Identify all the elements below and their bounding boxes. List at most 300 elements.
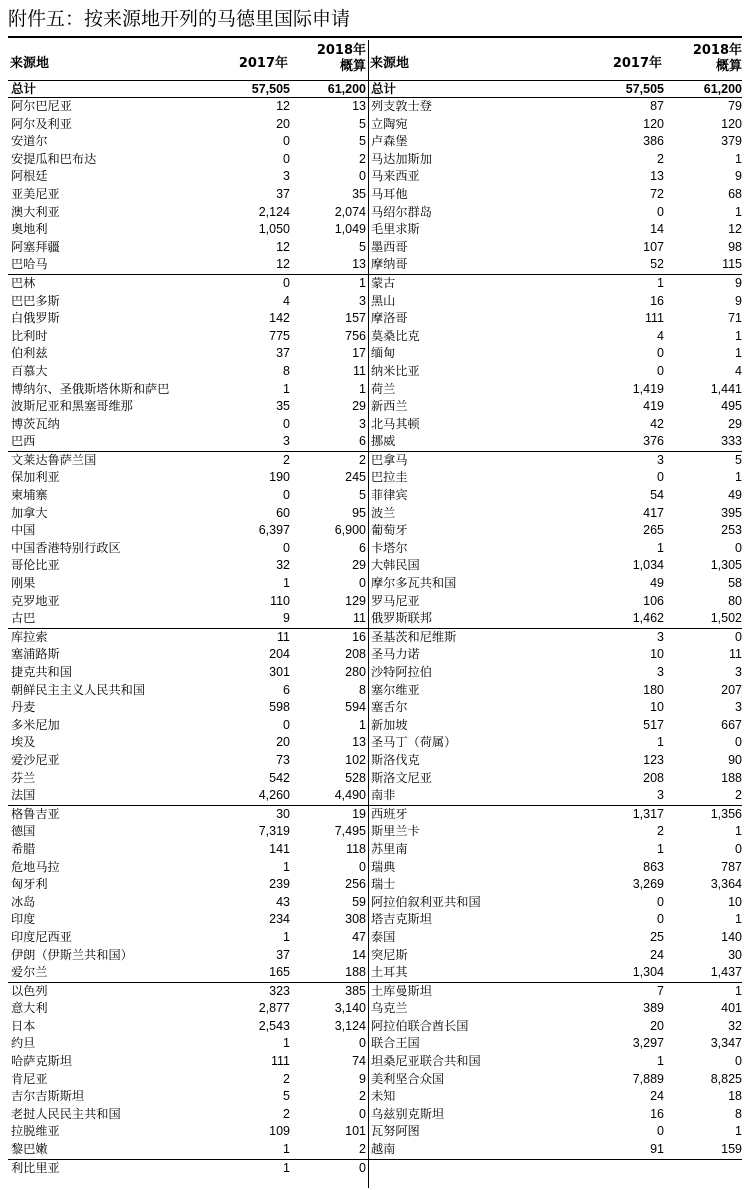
- table-row: [368, 1106, 742, 1124]
- origin-name: 伊朗（伊斯兰共和国）: [11, 947, 133, 962]
- value-2017: 12: [276, 239, 290, 254]
- origin-name: 巴巴多斯: [11, 293, 60, 308]
- value-2018: 118: [346, 841, 366, 856]
- origin-name: 安提瓜和巴布达: [11, 151, 97, 166]
- value-2018: 2: [359, 151, 366, 166]
- table-row: [368, 168, 742, 186]
- header-2018: [317, 43, 366, 75]
- value-2017: 417: [643, 505, 664, 520]
- table-row: [368, 1053, 742, 1071]
- table-row: [8, 293, 368, 311]
- value-2018: 1: [735, 912, 742, 927]
- origin-name: 塞舌尔: [371, 700, 408, 715]
- origin-name: 拉脱维亚: [11, 1124, 60, 1139]
- origin-name: 哥伦比亚: [11, 558, 60, 573]
- total-row: [8, 80, 368, 98]
- value-2017: 60: [276, 505, 290, 520]
- table-row: [368, 682, 742, 700]
- header-origin: 来源地: [370, 56, 410, 71]
- value-2018: 1: [359, 275, 366, 290]
- value-2018: 74: [352, 1054, 366, 1069]
- table-row: [8, 1141, 368, 1160]
- table-row: [368, 256, 742, 275]
- value-2017: 0: [283, 151, 290, 166]
- value-2018: 3: [359, 293, 366, 308]
- origin-name: 古巴: [11, 611, 36, 626]
- table-row: [368, 275, 742, 293]
- value-2017: 3,269: [632, 877, 664, 892]
- value-2017: 37: [276, 186, 290, 201]
- value-2018: 8: [735, 1106, 742, 1121]
- right-rows: [368, 98, 742, 1160]
- table-row: [8, 1123, 368, 1141]
- value-2017: 0: [657, 912, 664, 927]
- table-row: [8, 610, 368, 629]
- value-2018: 29: [728, 416, 742, 431]
- value-2018: 6: [359, 434, 366, 449]
- table-row: [8, 1106, 368, 1124]
- table-row: [368, 487, 742, 505]
- origin-name: 泰国: [371, 929, 396, 944]
- value-2017: 91: [650, 1142, 664, 1157]
- table-row: [368, 894, 742, 912]
- value-2018: 308: [345, 912, 366, 927]
- origin-name: 挪威: [371, 434, 396, 449]
- origin-name: 坦桑尼亚联合共和国: [371, 1054, 481, 1069]
- table-row: [368, 983, 742, 1001]
- value-2017: 204: [269, 647, 290, 662]
- table-row: [368, 947, 742, 965]
- value-2017: 234: [269, 912, 290, 927]
- right-table: [368, 40, 742, 1160]
- origin-name: 蒙古: [371, 275, 396, 290]
- table-row: [8, 186, 368, 204]
- origin-name: 土库曼斯坦: [371, 983, 432, 998]
- origin-name: 爱尔兰: [11, 965, 48, 980]
- value-2017: 6: [283, 682, 290, 697]
- value-2017: 73: [276, 752, 290, 767]
- origin-name: 比利时: [11, 328, 48, 343]
- value-2017: 1: [657, 841, 664, 856]
- origin-name: 西班牙: [371, 806, 408, 821]
- table-row: [8, 929, 368, 947]
- origin-name: 塞尔维亚: [371, 682, 420, 697]
- origin-name: 瑞士: [371, 877, 396, 892]
- origin-name: 匈牙利: [11, 877, 48, 892]
- origin-name: 克罗地亚: [11, 593, 60, 608]
- value-2017: 43: [276, 894, 290, 909]
- value-2018: 17: [352, 346, 366, 361]
- value-2018: 756: [345, 328, 366, 343]
- value-2018: 1,441: [710, 381, 742, 396]
- origin-name: 突尼斯: [371, 947, 408, 962]
- table-row: [8, 575, 368, 593]
- origin-name: 未知: [371, 1089, 396, 1104]
- value-2018: 253: [721, 523, 742, 538]
- value-2018: 5: [735, 452, 742, 467]
- origin-name: 芬兰: [11, 770, 36, 785]
- origin-name: 联合王国: [371, 1036, 420, 1051]
- origin-name: 沙特阿拉伯: [371, 665, 432, 679]
- value-2017: 5: [283, 1089, 290, 1104]
- value-2018: 4,490: [334, 788, 366, 803]
- origin-name: 刚果: [11, 576, 36, 591]
- origin-name: 越南: [371, 1142, 396, 1157]
- value-2017: 517: [643, 717, 664, 732]
- value-2017: 20: [276, 116, 290, 131]
- table-row: [8, 469, 368, 487]
- table-row: [8, 1018, 368, 1036]
- value-2018: 5: [359, 134, 366, 149]
- origin-name: 圣基茨和尼维斯: [371, 629, 457, 644]
- table-row: [368, 911, 742, 929]
- table-row: [8, 487, 368, 505]
- table-row: [8, 859, 368, 877]
- table-row: [368, 239, 742, 257]
- total-label: 总计: [371, 81, 397, 96]
- origin-name: 乌克兰: [371, 1001, 408, 1016]
- table-row: [368, 345, 742, 363]
- value-2018: 32: [728, 1018, 742, 1033]
- table-row: [8, 947, 368, 965]
- value-2018: 0: [359, 859, 366, 874]
- value-2018: 1: [735, 328, 742, 343]
- origin-name: 白俄罗斯: [11, 311, 60, 326]
- value-2017: 111: [270, 1054, 290, 1069]
- value-2018: 2,074: [334, 204, 366, 219]
- table-row: [368, 575, 742, 593]
- table-row: [8, 1053, 368, 1071]
- origin-name: 以色列: [11, 983, 48, 998]
- origin-name: 荷兰: [371, 381, 396, 396]
- table-row: [8, 98, 368, 116]
- origin-name: 美利坚合众国: [371, 1071, 445, 1086]
- table-row: [368, 398, 742, 416]
- table-row: [8, 682, 368, 700]
- value-2018: 157: [345, 311, 366, 326]
- origin-name: 卡塔尔: [371, 540, 408, 555]
- table-header: [8, 40, 368, 80]
- table-row: [8, 699, 368, 717]
- value-2018: 1: [735, 204, 742, 219]
- origin-name: 亚美尼亚: [11, 186, 60, 201]
- value-2018: 245: [345, 470, 366, 485]
- value-2018: 14: [352, 947, 366, 962]
- value-2017: 1,317: [632, 806, 664, 821]
- value-2017: 1: [657, 275, 664, 290]
- table-row: [368, 610, 742, 629]
- origin-name: 危地马拉: [11, 859, 60, 874]
- origin-name: 阿尔及利亚: [11, 116, 72, 131]
- origin-name: 埃及: [11, 735, 36, 750]
- origin-name: 博茨瓦纳: [11, 416, 60, 431]
- table-row: [368, 151, 742, 169]
- table-row: [8, 1071, 368, 1089]
- value-2018: 385: [345, 983, 366, 998]
- table-header: [368, 40, 742, 80]
- table-row: [368, 381, 742, 399]
- origin-name: 波兰: [371, 505, 396, 520]
- header-2018-year: 2018年: [692, 43, 742, 58]
- table-row: [368, 770, 742, 788]
- origin-name: 百慕大: [11, 363, 48, 378]
- origin-name: 波斯尼亚和黑塞哥维那: [11, 399, 133, 414]
- value-2017: 3: [283, 169, 290, 184]
- origin-name: 利比里亚: [11, 1160, 60, 1175]
- value-2018: 35: [352, 186, 366, 201]
- table-row: [8, 876, 368, 894]
- value-2017: 10: [650, 700, 664, 715]
- origin-name: 纳米比亚: [371, 363, 420, 378]
- origin-name: 北马其顿: [371, 416, 420, 431]
- value-2018: 90: [728, 752, 742, 767]
- header-2018-year: 2018年: [316, 43, 366, 58]
- origin-name: 爱沙尼亚: [11, 752, 60, 767]
- table-row: [8, 770, 368, 788]
- total-label: 总计: [11, 81, 37, 96]
- table-row: [368, 629, 742, 647]
- table-row: [368, 593, 742, 611]
- table-row: [8, 522, 368, 540]
- value-2018: 495: [721, 399, 742, 414]
- value-2017: 13: [650, 169, 664, 184]
- origin-name: 老挝人民民主共和国: [11, 1106, 121, 1121]
- value-2017: 1: [283, 576, 290, 591]
- value-2018: 1: [359, 717, 366, 732]
- value-2017: 1: [283, 859, 290, 874]
- value-2017: 239: [269, 877, 290, 892]
- value-2018: 115: [722, 257, 742, 272]
- table-row: [368, 416, 742, 434]
- value-2017: 0: [657, 204, 664, 219]
- table-row: [8, 983, 368, 1001]
- table-row: [8, 894, 368, 912]
- value-2018: 13: [352, 99, 366, 113]
- total-row: [368, 80, 742, 98]
- value-2017: 3: [283, 434, 290, 449]
- table-row: [368, 328, 742, 346]
- value-2017: 1,304: [632, 965, 664, 980]
- value-2018: 59: [352, 894, 366, 909]
- value-2018: 333: [721, 434, 742, 449]
- value-2018: 29: [352, 399, 366, 414]
- value-2017: 14: [650, 222, 664, 237]
- value-2018: 0: [735, 841, 742, 856]
- origin-name: 奥地利: [11, 222, 48, 237]
- origin-name: 乌兹别克斯坦: [371, 1106, 445, 1121]
- origin-name: 俄罗斯联邦: [371, 611, 432, 626]
- value-2018: 256: [345, 877, 366, 892]
- table-row: [368, 859, 742, 877]
- value-2018: 395: [721, 505, 742, 520]
- value-2017: 8: [283, 363, 290, 378]
- value-2018: 49: [728, 488, 742, 503]
- value-2018: 1,356: [710, 806, 742, 821]
- value-2017: 141: [269, 841, 290, 856]
- top-rule: [8, 36, 742, 38]
- value-2018: 667: [721, 717, 742, 732]
- value-2017: 0: [283, 134, 290, 149]
- value-2018: 1: [735, 824, 742, 839]
- origin-name: 瑞典: [371, 859, 396, 874]
- value-2017: 109: [269, 1124, 290, 1139]
- origin-name: 墨西哥: [371, 239, 408, 254]
- value-2017: 2,124: [258, 204, 290, 219]
- value-2018: 47: [352, 929, 366, 944]
- table-row: [8, 911, 368, 929]
- value-2018: 280: [345, 665, 366, 679]
- table-row: [368, 1071, 742, 1089]
- origin-name: 塞浦路斯: [11, 647, 60, 662]
- table-row: [8, 806, 368, 824]
- table-row: [368, 1035, 742, 1053]
- value-2018: 0: [735, 629, 742, 644]
- value-2017: 1: [283, 1036, 290, 1051]
- table-row: [8, 1000, 368, 1018]
- value-2017: 301: [269, 665, 290, 679]
- value-2017: 376: [643, 434, 664, 449]
- header-2017: 2017年: [612, 56, 662, 71]
- value-2017: 3: [657, 788, 664, 803]
- value-2017: 0: [657, 894, 664, 909]
- table-row: [368, 540, 742, 558]
- value-2017: 2: [657, 151, 664, 166]
- value-2018: 79: [728, 99, 742, 113]
- origin-name: 斯洛伐克: [371, 752, 420, 767]
- value-2017: 3: [657, 629, 664, 644]
- value-2018: 6: [359, 540, 366, 555]
- table-row: [368, 204, 742, 222]
- table-row: [8, 1160, 368, 1178]
- table-row: [368, 452, 742, 470]
- table-row: [8, 734, 368, 752]
- origin-name: 巴拉圭: [371, 470, 408, 485]
- table-row: [368, 876, 742, 894]
- value-2018: 1: [735, 470, 742, 485]
- value-2018: 98: [728, 239, 742, 254]
- origin-name: 柬埔寨: [11, 488, 48, 503]
- value-2017: 16: [650, 1106, 664, 1121]
- value-2017: 107: [643, 239, 664, 254]
- table-row: [368, 699, 742, 717]
- table-row: [368, 1000, 742, 1018]
- origin-name: 印度尼西亚: [11, 929, 72, 944]
- value-2017: 120: [643, 116, 664, 131]
- origin-name: 日本: [11, 1018, 36, 1033]
- value-2017: 54: [650, 488, 664, 503]
- value-2018: 0: [735, 540, 742, 555]
- value-2017: 52: [650, 257, 664, 272]
- table-row: [368, 787, 742, 806]
- value-2018: 2: [359, 1089, 366, 1104]
- value-2018: 16: [352, 629, 366, 644]
- table-row: [8, 1035, 368, 1053]
- value-2018: 0: [735, 1054, 742, 1069]
- table-row: [8, 381, 368, 399]
- header-origin: 来源地: [10, 56, 50, 71]
- value-2018: 0: [359, 1036, 366, 1051]
- value-2018: 1: [735, 1124, 742, 1139]
- value-2017: 4,260: [258, 788, 290, 803]
- header-2018-estimate: 概算: [339, 59, 366, 74]
- value-2017: 10: [650, 647, 664, 662]
- left-table: [8, 40, 368, 1177]
- total-2018: 61,200: [703, 82, 742, 96]
- value-2018: 129: [345, 593, 366, 608]
- table-row: [8, 452, 368, 470]
- origin-name: 圣马力诺: [371, 647, 420, 662]
- table-row: [368, 734, 742, 752]
- value-2018: 3,364: [710, 877, 742, 892]
- left-rows: [8, 98, 368, 1177]
- table-row: [8, 646, 368, 664]
- origin-name: 阿根廷: [11, 169, 48, 184]
- table-row: [8, 168, 368, 186]
- origin-name: 加拿大: [11, 505, 48, 520]
- table-row: [368, 841, 742, 859]
- value-2018: 3,347: [710, 1036, 742, 1051]
- value-2018: 9: [735, 275, 742, 290]
- table-row: [368, 1123, 742, 1141]
- origin-name: 列支敦士登: [371, 99, 432, 113]
- origin-name: 立陶宛: [371, 116, 408, 131]
- value-2018: 1,437: [710, 965, 742, 980]
- origin-name: 文莱达鲁萨兰国: [11, 452, 97, 467]
- value-2017: 7,319: [258, 824, 290, 839]
- table-row: [368, 293, 742, 311]
- origin-name: 阿尔巴尼亚: [11, 99, 72, 113]
- value-2018: 19: [352, 806, 366, 821]
- value-2018: 0: [359, 1106, 366, 1121]
- value-2018: 7,495: [334, 824, 366, 839]
- table-row: [368, 363, 742, 381]
- table-row: [368, 433, 742, 452]
- value-2017: 208: [643, 770, 664, 785]
- origin-name: 卢森堡: [371, 134, 408, 149]
- origin-name: 冰岛: [11, 894, 36, 909]
- value-2018: 2: [359, 452, 366, 467]
- value-2017: 775: [269, 328, 290, 343]
- value-2018: 188: [721, 770, 742, 785]
- value-2017: 123: [643, 752, 664, 767]
- origin-name: 法国: [11, 788, 36, 803]
- value-2017: 3,297: [632, 1036, 664, 1051]
- value-2018: 208: [345, 647, 366, 662]
- value-2018: 80: [728, 593, 742, 608]
- table-row: [8, 787, 368, 806]
- origin-name: 毛里求斯: [371, 222, 420, 237]
- table-row: [368, 664, 742, 682]
- total-2018: 61,200: [327, 82, 366, 96]
- table-row: [8, 116, 368, 134]
- origin-name: 印度: [11, 912, 36, 927]
- value-2018: 4: [735, 363, 742, 378]
- value-2017: 72: [650, 186, 664, 201]
- origin-name: 意大利: [11, 1001, 48, 1016]
- value-2017: 265: [643, 523, 664, 538]
- value-2018: 528: [345, 770, 366, 785]
- table-row: [368, 133, 742, 151]
- value-2017: 863: [643, 859, 664, 874]
- header-2017: 2017年: [238, 56, 288, 71]
- origin-name: 摩尔多瓦共和国: [371, 576, 457, 591]
- value-2017: 37: [276, 346, 290, 361]
- origin-name: 马来西亚: [371, 169, 420, 184]
- value-2017: 25: [650, 929, 664, 944]
- value-2017: 11: [277, 629, 290, 644]
- value-2018: 120: [721, 116, 742, 131]
- value-2018: 140: [721, 929, 742, 944]
